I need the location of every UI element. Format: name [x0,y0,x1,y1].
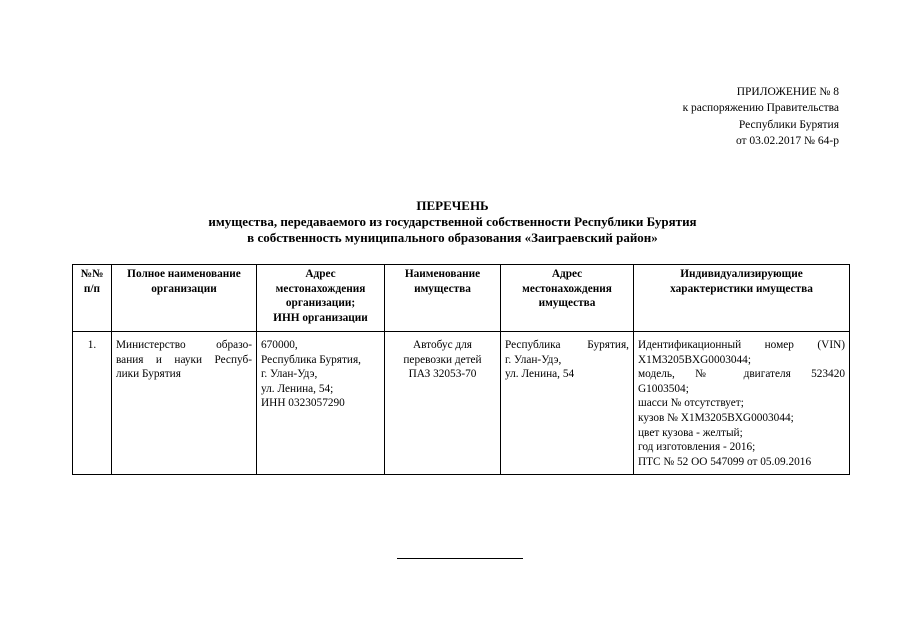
title-main: ПЕРЕЧЕНЬ [416,198,489,213]
appendix-order-ref: к распоряжению Правительства [682,102,839,115]
header-organization-address: Адрес местонахождения организации; ИНН организации [257,265,385,332]
header-characteristics: Индивидуализирующие характеристики имущества [634,265,850,332]
appendix-header [683,84,839,150]
footer-divider [397,558,523,559]
appendix-republic: Республики Бурятия [738,118,839,131]
appendix-date: от 03.02.2017 № 64-р [735,135,839,148]
table-row [73,332,850,475]
title-subtitle-1: имущества, передаваемого из государственной собственности Республики Бурятия [208,214,697,229]
property-table [72,264,850,475]
cell-number: 1. [73,332,112,475]
table-header-row [73,265,850,332]
cell-organization: Министерство образо- вания и науки Респуб- лики Бурятия [112,332,257,475]
cell-property-name: Автобус для перевозки детей ПАЗ 32053-70 [385,332,501,475]
appendix-number: ПРИЛОЖЕНИЕ № 8 [736,86,839,98]
header-organization: Полное наименование организации [112,265,257,332]
header-property-address: Адрес местонахождения имущества [501,265,634,332]
document-title [0,198,905,246]
cell-property-address: Республика Бурятия, г. Улан-Удэ, ул. Ленина, 54 [501,332,634,475]
header-number: №№ п/п [73,265,112,332]
header-property-name: Наименование имущества [385,265,501,332]
title-subtitle-2: в собственность муниципального образования «Заиграевский район» [247,230,658,245]
cell-characteristics: Идентификационный номер (VIN) X1M3205BXG0003044; модель, № двигателя 523420 G1003504; шасси № отсутствует; кузов № X1M3205BXG0003044; цвет кузова - желтый; год изготовления - 2016; ПТС № 52 ОО 547099 от 05.09.2016 [634,332,850,475]
cell-organization-address: 670000, Республика Бурятия, г. Улан-Удэ, ул. Ленина, 54; ИНН 0323057290 [257,332,385,475]
